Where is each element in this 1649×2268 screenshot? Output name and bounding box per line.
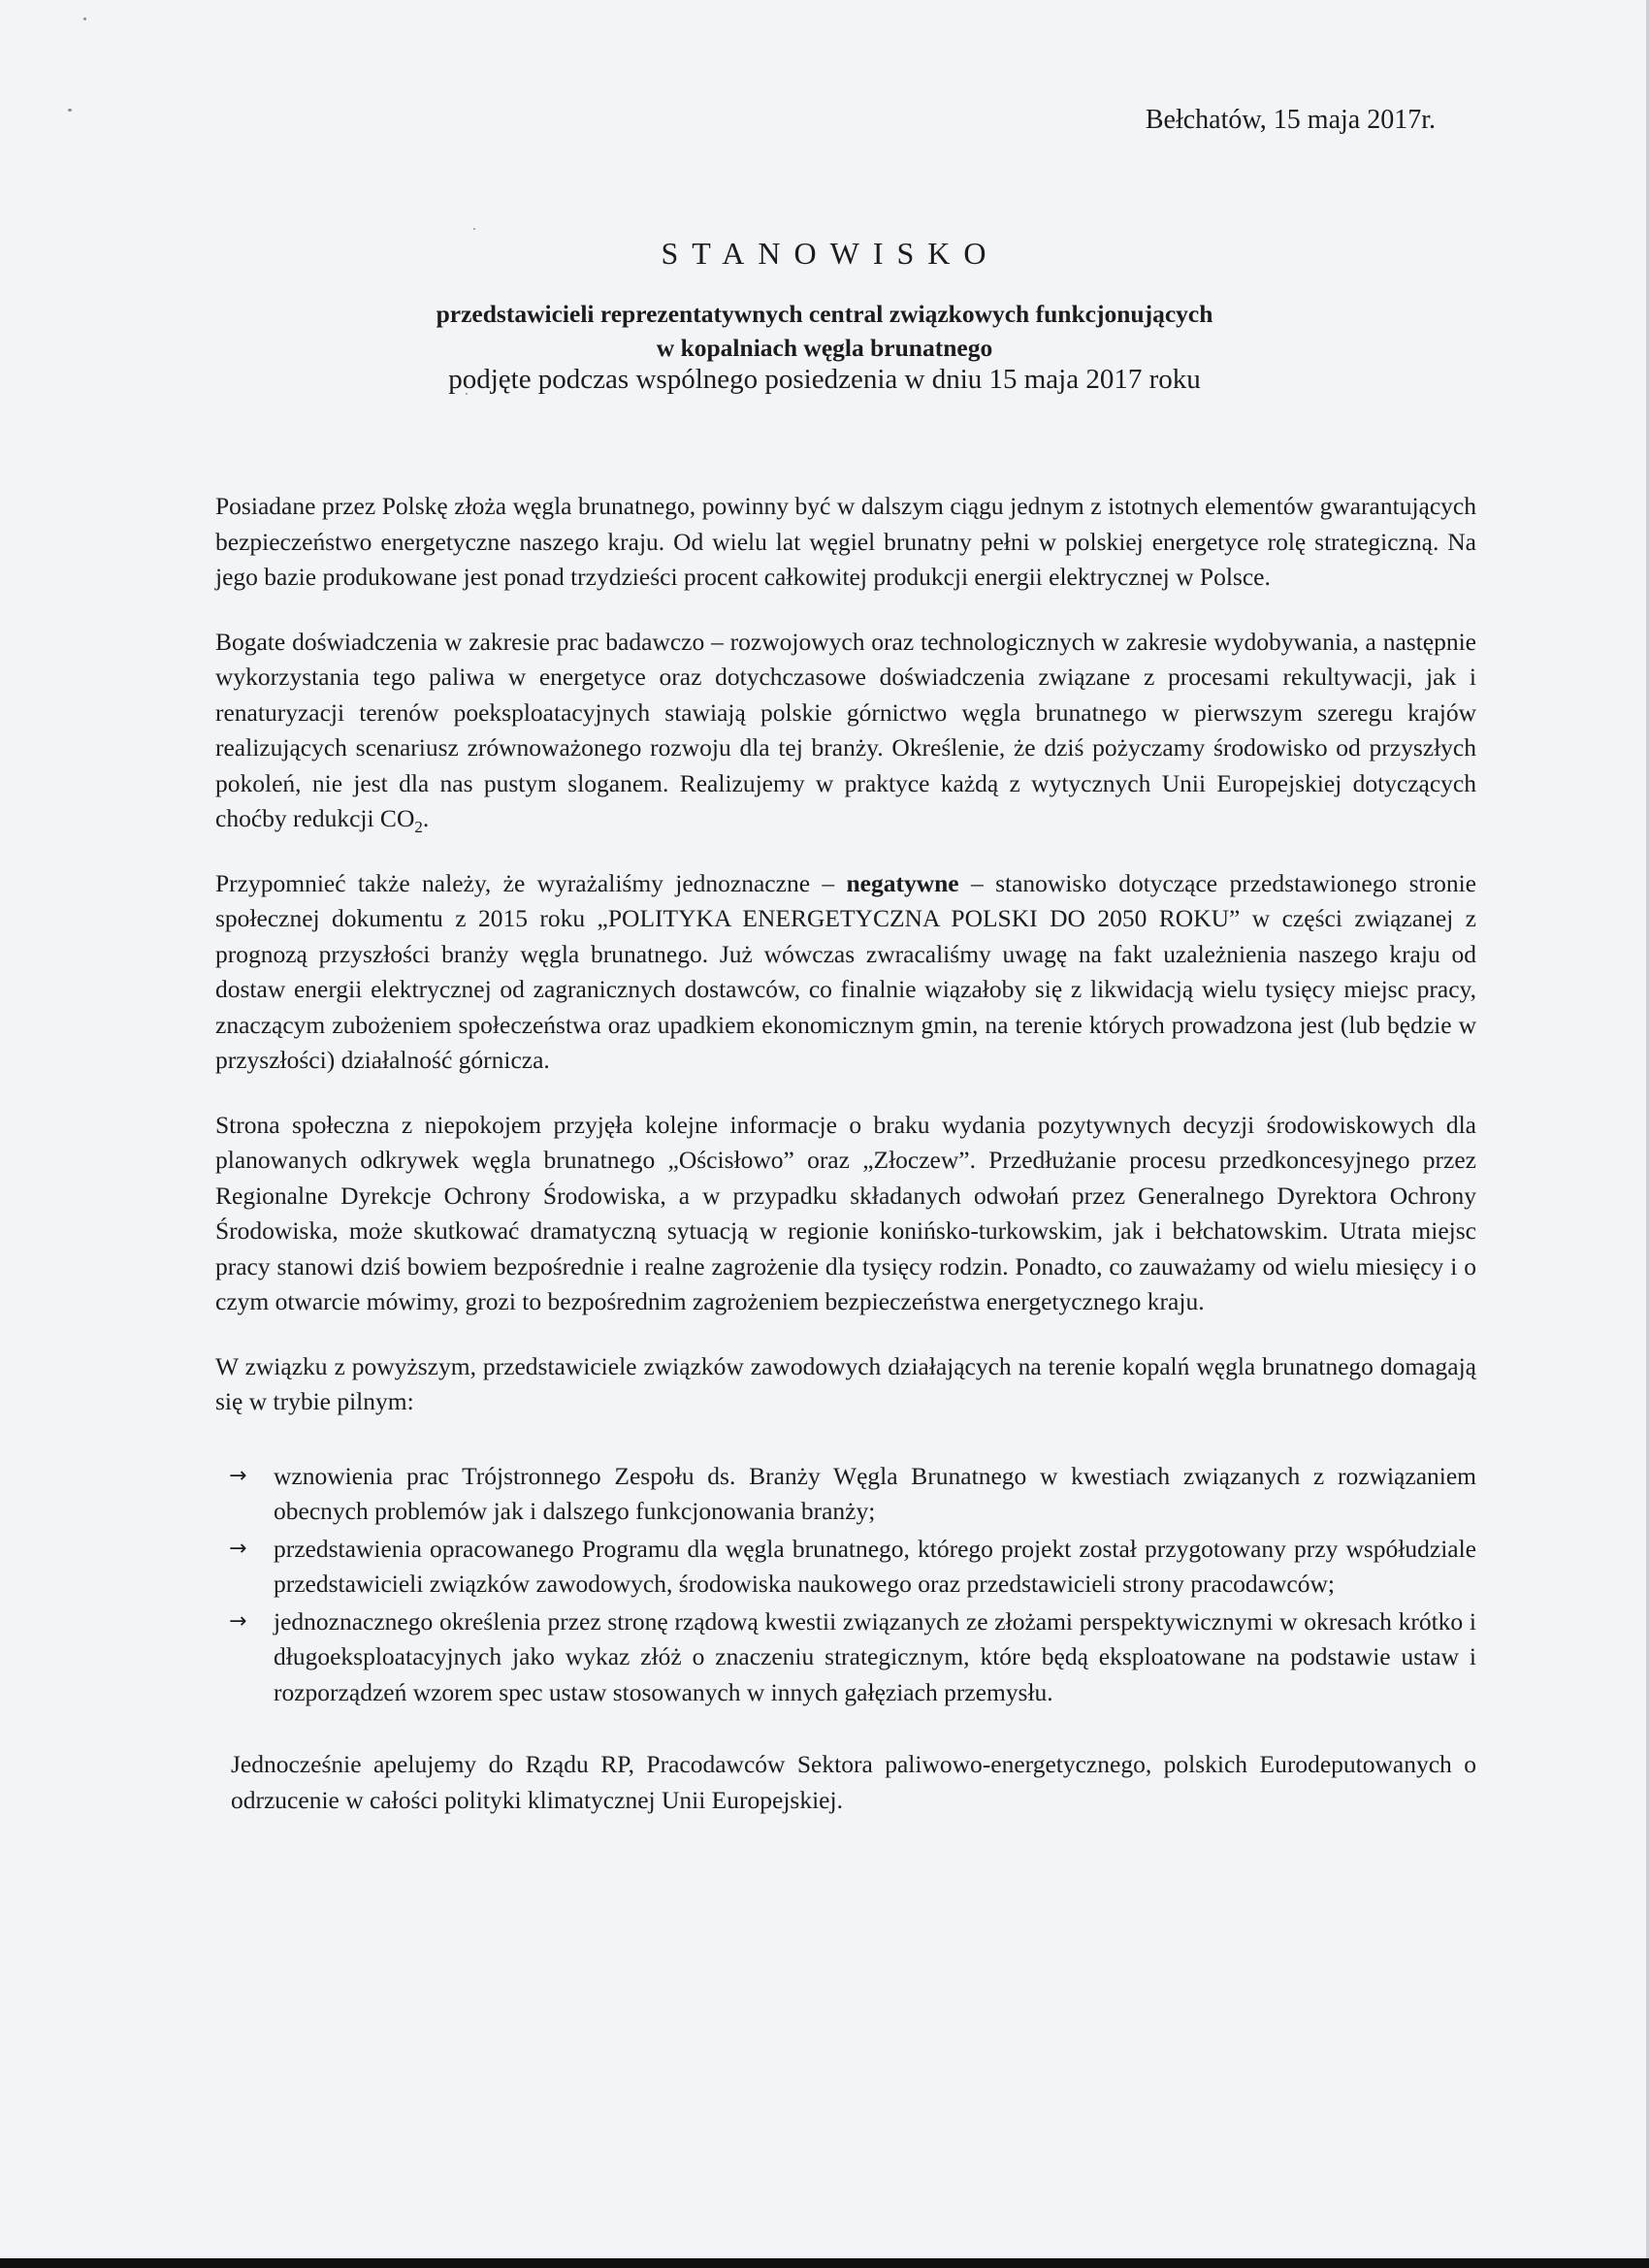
list-item bbox=[215, 1604, 1476, 1711]
subtitle-line: przedstawicieli reprezentatywnych central związkowych funkcjonujących bbox=[436, 300, 1213, 328]
list-item-text: jednoznacznego określenia przez stronę rządową kwestii związanych ze złożami perspektywicznymi w okresach krótko i długoeksploatacyjnych jako wykaz złóż o znaczeniu strategicznym, które będą eksploatowane na podstawie ustaw i rozporządzeń wzorem spec ustaw stosowanych w innych gałęziach przemysłu. bbox=[274, 1606, 1476, 1706]
document-body bbox=[215, 489, 1476, 1847]
list-item-text: przedstawienia opracowanego Programu dla węgla brunatnego, którego projekt został przygotowany przy współudziale przedstawicieli związków zawodowych, środowiska naukowego oraz przedstawicieli strony pracodawców; bbox=[274, 1534, 1476, 1598]
arrow-icon: → bbox=[229, 1608, 247, 1634]
paragraph bbox=[215, 866, 1476, 1079]
paragraph-text: Przypomnieć także należy, że wyrażaliśmy jednoznaczne – bbox=[215, 868, 847, 897]
list-item bbox=[215, 1532, 1476, 1603]
paragraph: Strona społeczna z niepokojem przyjęła kolejne informacje o braku wydania pozytywnych decyzji środowiskowych dla planowanych odkrywek węgla brunatnego „Ościsłowo” oraz „Złoczew”. Przedłużanie procesu przedkoncesyjnego przez Regionalne Dyrekcje Ochrony Środowiska, a w przypadku składanych odwołań przez Generalnego Dyrektora Ochrony Środowiska, może skutkować dramatyczną sytuacją w regionie konińsko-turkowskim, jak i bełchatowskim. Utrata miejsc pracy stanowi dziś bowiem bezpośrednie i realne zagrożenie dla tysięcy rodzin. Ponadto, co zauważamy od wielu miesięcy i o czym otwarcie mówimy, grozi to bezpośrednim zagrożeniem bezpieczeństwa energetycznego kraju. bbox=[215, 1110, 1476, 1315]
scan-speck bbox=[83, 17, 86, 20]
paragraph-text: Bogate doświadczenia w zakresie prac badawczo – rozwojowych oraz technologicznych w zakresie wydobywania, a następnie wykorzystania tego paliwa w energetyce oraz dotychczasowe doświadczenia związane z procesami rekultywacji, jak i renaturyzacji terenów poeksploatacyjnych stawiają polskie górnictwo węgla brunatnego w pierwszym szeregu krajów realizujących scenariusz zrównoważonego rozwoju dla tej branży. Określenie, że dziś pożyczamy środowisko od przyszłych pokoleń, nie jest dla nas pustym sloganem. Realizujemy w praktyce każdą z wytycznych Unii Europejskiej dotyczących choćby redukcji CO bbox=[215, 627, 1476, 832]
paragraph-text: – stanowisko dotyczące przedstawionego stronie społecznej dokumentu z 2015 roku „POLITYKA ENERGETYCZNA POLSKI DO 2050 ROKU” w części związanej z prognozą przyszłości branży węgla brunatnego. Już wówczas zwracaliśmy uwagę na fakt uzależnienia naszego kraju od dostaw energii elektrycznej od zagranicznych dostawców, co finalnie wiązałoby się z likwidacją wielu tysięcy miejsc pracy, znaczącym zubożeniem społeczeństwa oraz upadkiem ekonomicznym gmin, na terenie których prowadzona jest (lub będzie w przyszłości) działalność górnicza. bbox=[215, 868, 1476, 1074]
scan-speck bbox=[473, 228, 475, 230]
subscript: 2 bbox=[414, 818, 423, 837]
paragraph bbox=[215, 625, 1476, 837]
document-title: STANOWISKO bbox=[661, 236, 1000, 271]
list-item-text: wznowienia prac Trójstronnego Zespołu ds. Branży Węgla Brunatnego w kwestiach związanych z rozwiązaniem obecnych problemów jak i dalszego funkcjonowania branży; bbox=[274, 1461, 1476, 1525]
paragraph: W związku z powyższym, przedstawiciele związków zawodowych działających na terenie kopalń węgla brunatnego domagają się w trybie pilnym: bbox=[215, 1351, 1476, 1415]
demands-list bbox=[215, 1459, 1476, 1711]
arrow-icon: → bbox=[229, 1463, 247, 1488]
scan-edge bbox=[0, 2258, 1649, 2268]
closing-paragraph: Jednocześnie apelujemy do Rządu RP, Pracodawców Sektora paliwowo-energetycznego, polskich Eurodeputowanych o odrzucenie w całości polityki klimatycznej Unii Europejskiej. bbox=[231, 1750, 1476, 1814]
list-item bbox=[215, 1459, 1476, 1530]
subtitle-meeting-line: podjęte podczas wspólnego posiedzenia w dniu 15 maja 2017 roku bbox=[448, 364, 1201, 395]
paragraph-end: . bbox=[422, 804, 430, 832]
subtitle-line: w kopalniach węgla brunatnego bbox=[656, 334, 993, 362]
document-date: Bełchatów, 15 maja 2017r. bbox=[1145, 105, 1436, 135]
paragraph: Posiadane przez Polskę złoża węgla brunatnego, powinny być w dalszym ciągu jednym z istotnych elementów gwarantujących bezpieczeństwo energetyczne naszego kraju. Od wielu lat węgiel brunatny pełni w polskiej energetyce rolę strategiczną. Na jego bazie produkowane jest ponad trzydzieści procent całkowitej produkcji energii elektrycznej w Polsce. bbox=[215, 492, 1476, 591]
arrow-icon: → bbox=[229, 1536, 247, 1561]
bold-word: negatywne bbox=[846, 868, 959, 897]
document-subtitle bbox=[0, 297, 1649, 365]
scan-speck bbox=[68, 109, 72, 112]
